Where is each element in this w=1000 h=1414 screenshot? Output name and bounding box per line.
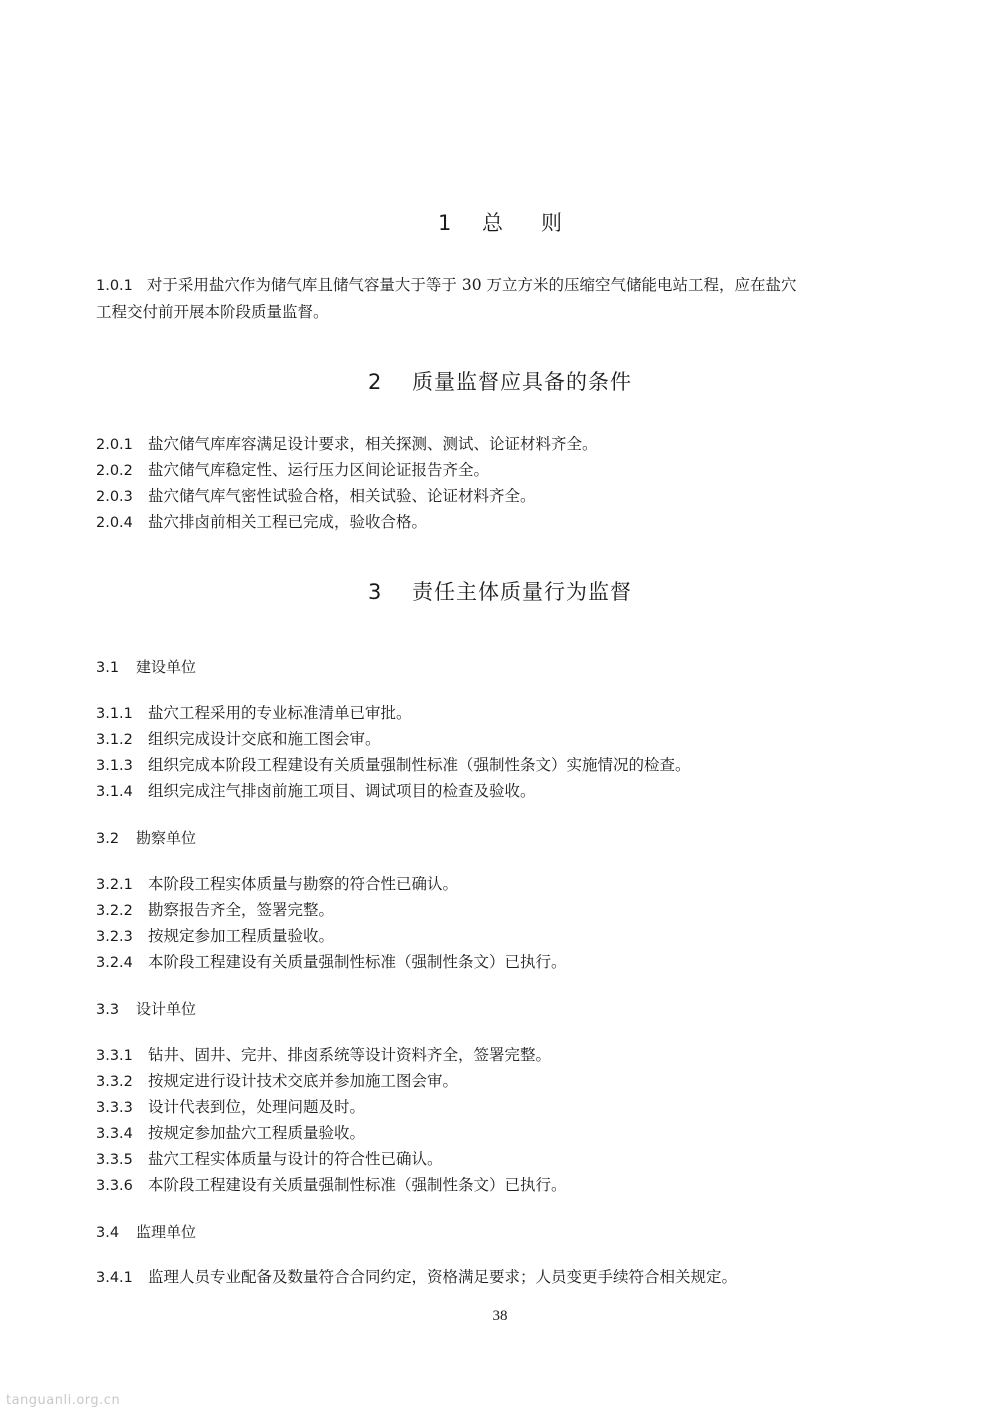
clause-3-2-3 [96,926,916,947]
section-number: 1 [437,211,453,235]
clause-text: 盐穴排卤前相关工程已完成，验收合格。 [148,513,428,531]
clause-text: 盐穴工程实体质量与设计的符合性已确认。 [148,1150,443,1168]
clause-number: 3.1.2 [96,732,133,748]
section-title: 总则 [482,211,601,235]
subsection-title: 监理单位 [136,1223,197,1241]
clause-text-line-1: 对于采用盐穴作为储气库且储气容量大于等于 30 万立方米的压缩空气储能电站工程，应在盐穴 [146,276,797,294]
clause-text: 组织完成设计交底和施工图会审。 [148,730,381,748]
subsection-title: 设计单位 [136,1000,197,1018]
subsection-3-1-heading [96,656,196,677]
section-title: 质量监督应具备的条件 [412,370,633,394]
section-number: 2 [367,370,383,394]
clause-text: 按规定进行设计技术交底并参加施工图会审。 [148,1072,459,1090]
clause-3-2-1 [96,874,916,895]
clause-text: 本阶段工程实体质量与勘察的符合性已确认。 [148,875,459,893]
clause-number: 3.3.4 [96,1126,133,1142]
subsection-3-2-heading [96,827,196,848]
clause-2-0-4 [96,512,916,533]
clause-number: 3.1.1 [96,706,133,722]
clause-text: 盐穴储气库气密性试验合格，相关试验、论证材料齐全。 [148,487,536,505]
clause-text: 钻井、固井、完井、排卤系统等设计资料齐全，签署完整。 [148,1046,552,1064]
clause-2-0-2 [96,460,916,481]
clause-3-3-3 [96,1097,916,1118]
clause-3-4-1 [96,1267,916,1288]
clause-3-1-1 [96,703,916,724]
section-title: 责任主体质量行为监督 [412,580,633,604]
clause-3-3-6 [96,1175,916,1196]
clause-text: 组织完成本阶段工程建设有关质量强制性标准（强制性条文）实施情况的检查。 [148,756,691,774]
clause-text: 勘察报告齐全，签署完整。 [148,901,335,919]
clause-text: 本阶段工程建设有关质量强制性标准（强制性条文）已执行。 [148,1176,567,1194]
clause-number: 3.3.6 [96,1178,133,1194]
clause-number: 2.0.4 [96,515,133,531]
section-2-heading [0,366,1000,396]
section-number: 3 [367,580,383,604]
clause-number: 3.2.3 [96,929,133,945]
clause-number: 3.2.1 [96,877,133,893]
clause-text: 盐穴工程采用的专业标准清单已审批。 [148,704,412,722]
clause-number: 2.0.3 [96,489,133,505]
section-1-heading [0,207,1000,237]
clause-text: 组织完成注气排卤前施工项目、调试项目的检查及验收。 [148,782,536,800]
clause-3-3-2 [96,1071,916,1092]
clause-3-3-1 [96,1045,916,1066]
subsection-number: 3.4 [96,1225,120,1241]
subsection-title: 建设单位 [136,658,197,676]
clause-number: 3.1.4 [96,784,133,800]
clause-number: 3.3.1 [96,1048,133,1064]
watermark-text: tanguanli.org.cn [6,1393,121,1408]
clause-text: 盐穴储气库库容满足设计要求，相关探测、测试、论证材料齐全。 [148,435,598,453]
clause-text: 监理人员专业配备及数量符合合同约定，资格满足要求；人员变更手续符合相关规定。 [148,1268,738,1286]
clause-number: 3.4.1 [96,1270,133,1286]
clause-number: 3.1.3 [96,758,133,774]
clause-3-1-2 [96,729,916,750]
clause-2-0-1 [96,434,916,455]
page-number: 38 [492,1308,508,1324]
clause-number: 3.3.2 [96,1074,133,1090]
clause-number: 1.0.1 [96,278,133,294]
clause-3-1-4 [96,781,916,802]
clause-3-3-4 [96,1123,916,1144]
subsection-3-4-heading [96,1221,196,1242]
clause-text-line-2: 工程交付前开展本阶段质量监督。 [96,303,329,321]
clause-number: 3.2.4 [96,955,133,971]
clause-number: 3.2.2 [96,903,133,919]
clause-3-3-5 [96,1149,916,1170]
clause-3-2-2 [96,900,916,921]
clause-number: 3.3.3 [96,1100,133,1116]
subsection-number: 3.2 [96,831,120,847]
subsection-title: 勘察单位 [136,829,197,847]
clause-1-0-1 [96,272,896,325]
subsection-3-3-heading [96,998,196,1019]
clause-3-1-3 [96,755,916,776]
clause-text: 设计代表到位，处理问题及时。 [148,1098,366,1116]
clause-text: 按规定参加工程质量验收。 [148,927,335,945]
clause-3-2-4 [96,952,916,973]
subsection-number: 3.1 [96,660,120,676]
clause-text: 按规定参加盐穴工程质量验收。 [148,1124,366,1142]
clause-text: 盐穴储气库稳定性、运行压力区间论证报告齐全。 [148,461,490,479]
clause-number: 2.0.2 [96,463,133,479]
subsection-number: 3.3 [96,1002,120,1018]
clause-number: 3.3.5 [96,1152,133,1168]
clause-number: 2.0.1 [96,437,133,453]
clause-2-0-3 [96,486,916,507]
section-3-heading [0,576,1000,606]
clause-text: 本阶段工程建设有关质量强制性标准（强制性条文）已执行。 [148,953,567,971]
